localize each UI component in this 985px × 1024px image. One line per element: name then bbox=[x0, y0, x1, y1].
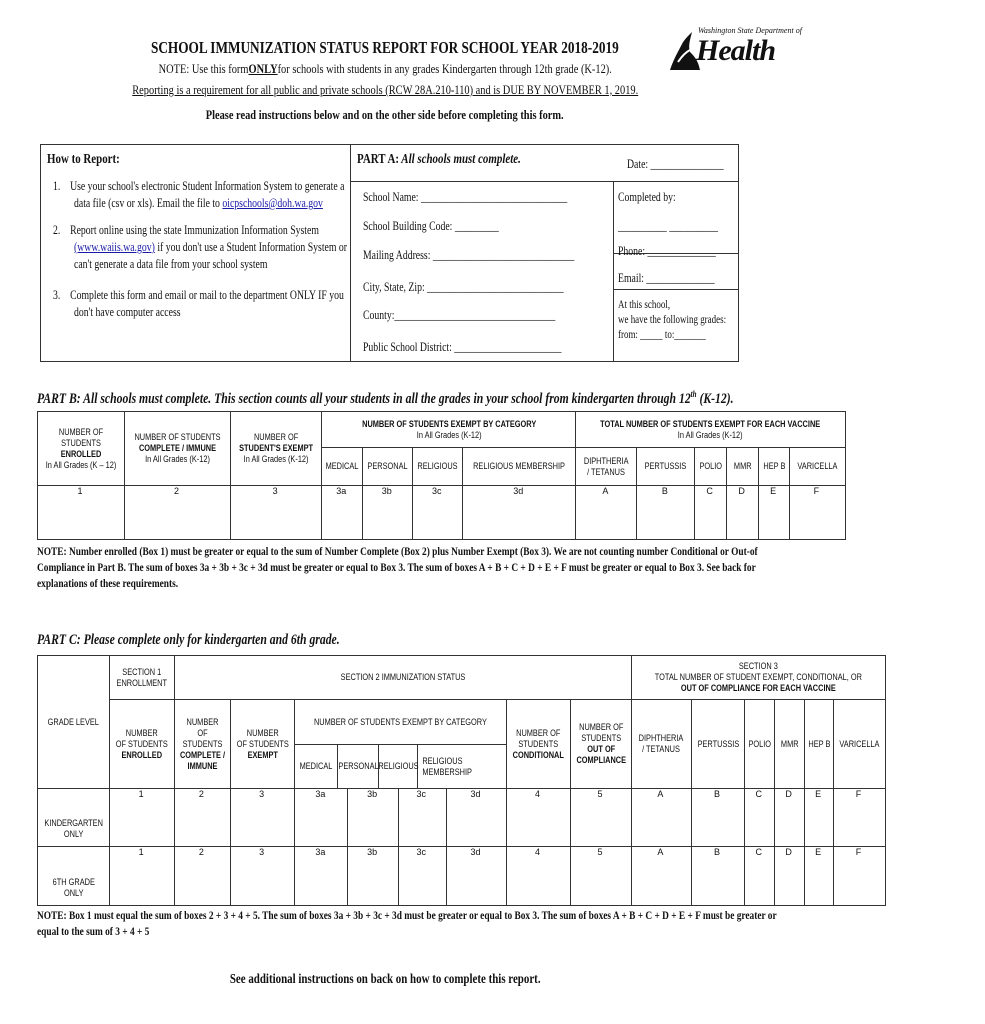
b-pertussis-header: PERTUSSIS bbox=[637, 448, 695, 486]
g6-box-d[interactable]: D bbox=[775, 847, 805, 906]
k-box-b[interactable]: B bbox=[691, 789, 745, 847]
email-link[interactable]: oicpschools@doh.wa.gov bbox=[222, 196, 323, 210]
b-box-a[interactable]: A bbox=[576, 486, 637, 540]
b-exempt-category-header: NUMBER OF STUDENTS EXEMPT BY CATEGORY In All Grades (K-12) bbox=[322, 412, 576, 448]
k-box-5[interactable]: 5 bbox=[570, 789, 632, 847]
completed-by-label: Completed by: bbox=[618, 190, 676, 204]
g6-box-4[interactable]: 4 bbox=[507, 847, 571, 906]
b-box-b[interactable]: B bbox=[637, 486, 695, 540]
k-box-3b[interactable]: 3b bbox=[348, 789, 398, 847]
form-requirement: Reporting is a requirement for all public and private schools (RCW 28A.210-110) and is DUE BY NOVEMBER 1, 2019. bbox=[132, 82, 638, 97]
k-box-3a[interactable]: 3a bbox=[295, 789, 348, 847]
b-personal-header: PERSONAL bbox=[363, 448, 413, 486]
school-building-code-field[interactable]: School Building Code: _________ bbox=[363, 219, 499, 233]
b-religious-header: RELIGIOUS bbox=[413, 448, 463, 486]
form-title: SCHOOL IMMUNIZATION STATUS REPORT FOR SCHOOL YEAR 2018-2019 bbox=[151, 38, 619, 57]
email-field[interactable]: Email: ______________ bbox=[618, 271, 715, 285]
b-col-complete-header: NUMBER OF STUDENTS COMPLETE / IMMUNE In All Grades (K-12) bbox=[125, 412, 231, 486]
part-a-title: PART A: All schools must complete. bbox=[357, 152, 521, 167]
c-diphtheria-header: DIPHTHERIA / TETANUS bbox=[632, 700, 691, 789]
g6-box-3b[interactable]: 3b bbox=[348, 847, 398, 906]
c-grade-level-header: GRADE LEVEL bbox=[38, 656, 110, 789]
date-field[interactable]: Date: _______________ bbox=[627, 157, 724, 171]
b-vaccine-header: TOTAL NUMBER OF STUDENTS EXEMPT FOR EACH VACCINE In All Grades (K-12) bbox=[576, 412, 845, 448]
g6-box-3d[interactable]: 3d bbox=[446, 847, 507, 906]
school-name-field[interactable]: School Name: ______________________________ bbox=[363, 190, 568, 204]
c-row-6th-grade bbox=[38, 847, 886, 906]
c-row-label: KINDERGARTEN ONLY bbox=[38, 789, 110, 847]
c-col-exempt-header: NUMBER OF STUDENTS EXEMPT bbox=[230, 700, 295, 789]
k-box-3[interactable]: 3 bbox=[230, 789, 295, 847]
how-to-item-2: 2. Report online using the state Immunization Information System (www.waiis.wa.gov) if you don't use a Student Information System or can't generate a data file from your school system bbox=[53, 223, 348, 271]
c-col-conditional-header: NUMBER OF STUDENTS CONDITIONAL bbox=[507, 700, 571, 789]
part-b-table bbox=[37, 411, 846, 540]
city-state-zip-field[interactable]: City, State, Zip: ____________________________ bbox=[363, 280, 564, 294]
county-field[interactable]: County:_________________________________ bbox=[363, 308, 556, 322]
b-diphtheria-header: DIPHTHERIA / TETANUS bbox=[576, 448, 637, 486]
how-to-title: How to Report: bbox=[47, 152, 120, 167]
logo-health-text: Health bbox=[696, 34, 776, 67]
mailing-address-field[interactable]: Mailing Address: _____________________________ bbox=[363, 248, 575, 262]
part-c-table bbox=[37, 655, 886, 906]
completed-by-field[interactable]: __________ __________ bbox=[618, 219, 718, 233]
g6-box-5[interactable]: 5 bbox=[570, 847, 632, 906]
how-to-item-3: 3. Complete this form and email or mail to the department ONLY IF you don't have computer access bbox=[53, 288, 344, 319]
c-col-enrolled-header: NUMBER OF STUDENTS ENROLLED bbox=[110, 700, 175, 789]
g6-box-b[interactable]: B bbox=[691, 847, 745, 906]
g6-box-2[interactable]: 2 bbox=[174, 847, 230, 906]
how-to-item-1: 1. Use your school's electronic Student Information System to generate a data file (csv or xls). Email the file to oicpschools@doh.wa.gov bbox=[53, 179, 345, 210]
c-hepb-header: HEP B bbox=[805, 700, 834, 789]
b-box-e[interactable]: E bbox=[759, 486, 790, 540]
c-section1-header: SECTION 1 ENROLLMENT bbox=[110, 656, 175, 700]
b-religious-membership-header: RELIGIOUS MEMBERSHIP bbox=[463, 448, 576, 486]
c-exempt-category-header: NUMBER OF STUDENTS EXEMPT BY CATEGORY MEDICAL PERSONAL RELIGIOUS RELIGIOUS MEMBERSHIP bbox=[295, 700, 507, 789]
c-varicella-header: VARICELLA bbox=[834, 700, 886, 789]
phone-field[interactable]: Phone: ______________ bbox=[618, 244, 716, 258]
b-box-3d[interactable]: 3d bbox=[463, 486, 576, 540]
b-box-3[interactable]: 3 bbox=[231, 486, 322, 540]
g6-box-f[interactable]: F bbox=[834, 847, 886, 906]
k-box-d[interactable]: D bbox=[775, 789, 805, 847]
c-col-out-of-compliance-header: NUMBER OF STUDENTS OUT OF COMPLIANCE bbox=[570, 700, 632, 789]
c-col-complete-header: NUMBER OF STUDENTS COMPLETE / IMMUNE bbox=[174, 700, 230, 789]
g6-box-3a[interactable]: 3a bbox=[295, 847, 348, 906]
b-box-c[interactable]: C bbox=[695, 486, 727, 540]
public-school-district-field[interactable]: Public School District: ______________________ bbox=[363, 340, 562, 354]
part-b-heading: PART B: All schools must complete. This section counts all your students in all the grades in your school from kindergarten through 12th (K-12). bbox=[37, 389, 734, 407]
k-box-3c[interactable]: 3c bbox=[398, 789, 446, 847]
k-box-1[interactable]: 1 bbox=[110, 789, 175, 847]
b-col-exempt-header: NUMBER OF STUDENT'S EXEMPT In All Grades (K-12) bbox=[231, 412, 322, 486]
doh-logo bbox=[668, 24, 802, 80]
b-col-enrolled-header: NUMBER OF STUDENTS ENROLLED In All Grades (K – 12) bbox=[38, 412, 125, 486]
logo-state-text: Washington State Department of bbox=[698, 26, 802, 35]
b-varicella-header: VARICELLA bbox=[790, 448, 845, 486]
c-row-label: 6TH GRADE ONLY bbox=[38, 847, 110, 906]
k-box-a[interactable]: A bbox=[632, 789, 691, 847]
k-box-4[interactable]: 4 bbox=[507, 789, 571, 847]
b-box-2[interactable]: 2 bbox=[125, 486, 231, 540]
k-box-c[interactable]: C bbox=[745, 789, 775, 847]
g6-box-e[interactable]: E bbox=[805, 847, 834, 906]
b-box-f[interactable]: F bbox=[790, 486, 845, 540]
b-medical-header: MEDICAL bbox=[322, 448, 363, 486]
c-pertussis-header: PERTUSSIS bbox=[691, 700, 745, 789]
g6-box-3c[interactable]: 3c bbox=[398, 847, 446, 906]
part-c-heading: PART C: Please complete only for kindergarten and 6th grade. bbox=[37, 632, 340, 648]
b-data-row bbox=[38, 486, 846, 540]
b-box-3a[interactable]: 3a bbox=[322, 486, 363, 540]
grades-field[interactable]: At this school, we have the following grades: from: _____ to:_______ bbox=[618, 299, 727, 341]
form-instructions: Please read instructions below and on the other side before completing this form. bbox=[206, 107, 564, 122]
k-box-f[interactable]: F bbox=[834, 789, 886, 847]
b-box-3b[interactable]: 3b bbox=[363, 486, 413, 540]
c-row-kindergarten bbox=[38, 789, 886, 847]
k-box-2[interactable]: 2 bbox=[174, 789, 230, 847]
b-hepb-header: HEP B bbox=[759, 448, 790, 486]
c-mmr-header: MMR bbox=[775, 700, 805, 789]
g6-box-a[interactable]: A bbox=[632, 847, 691, 906]
c-polio-header: POLIO bbox=[745, 700, 775, 789]
k-box-3d[interactable]: 3d bbox=[446, 789, 507, 847]
c-section2-header: SECTION 2 IMMUNIZATION STATUS bbox=[174, 656, 631, 700]
c-section3-header: SECTION 3 TOTAL NUMBER OF STUDENT EXEMPT, CONDITIONAL, OR OUT OF COMPLIANCE FOR EACH VACCINE bbox=[632, 656, 886, 700]
k-box-e[interactable]: E bbox=[805, 789, 834, 847]
g6-box-1[interactable]: 1 bbox=[110, 847, 175, 906]
b-box-d[interactable]: D bbox=[726, 486, 758, 540]
footer-instructions: See additional instructions on back on how to complete this report. bbox=[229, 972, 541, 987]
b-box-3c[interactable]: 3c bbox=[413, 486, 463, 540]
part-b-note: NOTE: Number enrolled (Box 1) must be greater or equal to the sum of Number Complete (Box 2) plus Number Exempt (Box 3). We are not counting number Conditional or Out-of Compliance in Part B. The sum of boxes 3a + 3b + 3c + 3d must be greater or equal to Box 3. The sum of boxes A + B + C + D + E + F must be greater or equal to Box 3. See back for explanations of these requirements. bbox=[37, 544, 758, 590]
g6-box-3[interactable]: 3 bbox=[230, 847, 295, 906]
b-polio-header: POLIO bbox=[695, 448, 727, 486]
b-mmr-header: MMR bbox=[726, 448, 758, 486]
g6-box-c[interactable]: C bbox=[745, 847, 775, 906]
part-c-note: NOTE: Box 1 must equal the sum of boxes 2 + 3 + 4 + 5. The sum of boxes 3a + 3b + 3c + 3d must be greater or equal to Box 3. The sum of boxes A + B + C + D + E + F must be greater or equal to the sum of 3 + 4 + 5 bbox=[37, 908, 777, 938]
b-box-1[interactable]: 1 bbox=[38, 486, 125, 540]
form-note: NOTE: Use this formONLYfor schools with students in any grades Kindergarten through 12th grade (K-12). bbox=[158, 61, 612, 76]
waiis-link[interactable]: (www.waiis.wa.gov) bbox=[74, 240, 155, 254]
